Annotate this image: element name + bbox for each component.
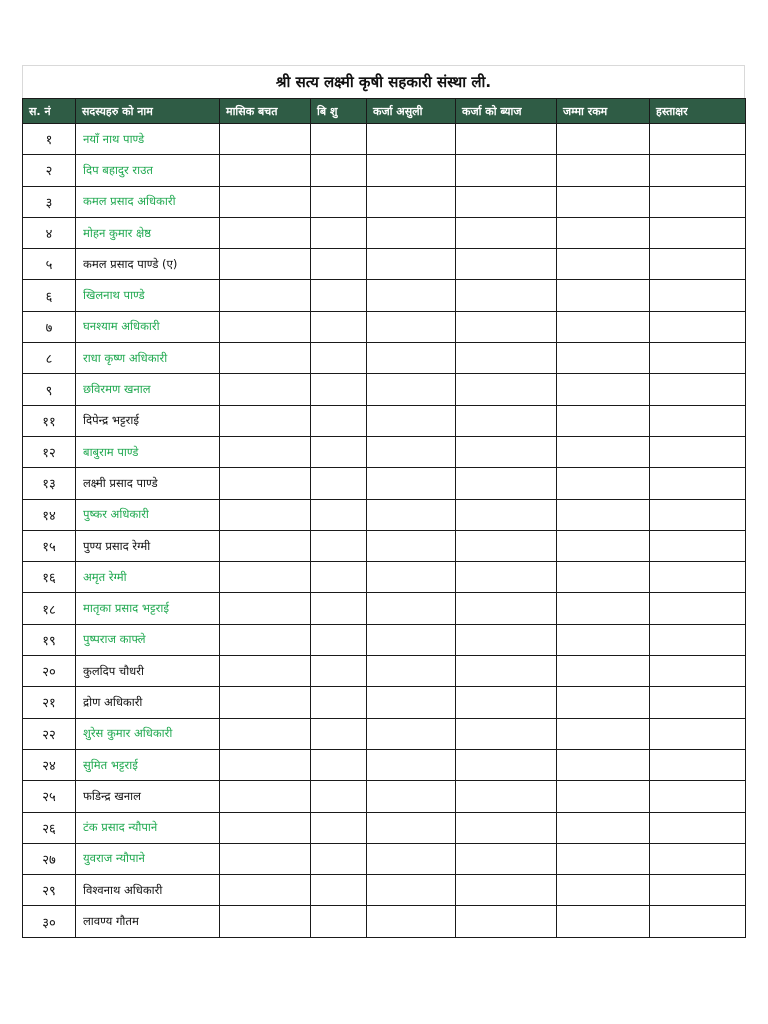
- monthly-saving-cell[interactable]: [220, 374, 311, 405]
- loan-interest-cell[interactable]: [456, 749, 557, 780]
- member-table: [22, 98, 746, 938]
- loan-interest-cell[interactable]: [456, 280, 557, 311]
- total-amount-cell[interactable]: [557, 781, 650, 812]
- loan-interest-cell[interactable]: [456, 343, 557, 374]
- member-name-cell: घनश्याम अधिकारी: [76, 311, 220, 342]
- loan-recovery-cell[interactable]: [367, 812, 456, 843]
- member-name-cell: राधा कृष्ण अधिकारी: [76, 343, 220, 374]
- table-row: [23, 812, 746, 843]
- table-row: [23, 280, 746, 311]
- signature-cell[interactable]: [650, 249, 746, 280]
- loan-recovery-cell[interactable]: [367, 468, 456, 499]
- monthly-saving-cell[interactable]: [220, 718, 311, 749]
- serial-number-cell: ११: [23, 405, 76, 436]
- table-row: [23, 499, 746, 530]
- total-amount-cell[interactable]: [557, 155, 650, 186]
- member-name-cell: द्रोण अधिकारी: [76, 687, 220, 718]
- loan-interest-cell[interactable]: [456, 405, 557, 436]
- serial-number-cell: २१: [23, 687, 76, 718]
- serial-number-cell: ८: [23, 343, 76, 374]
- bi-shu-cell[interactable]: [311, 343, 367, 374]
- table-row: [23, 687, 746, 718]
- total-amount-cell[interactable]: [557, 718, 650, 749]
- total-amount-cell[interactable]: [557, 217, 650, 248]
- table-row: [23, 562, 746, 593]
- serial-number-cell: १३: [23, 468, 76, 499]
- signature-cell[interactable]: [650, 562, 746, 593]
- bi-shu-cell[interactable]: [311, 436, 367, 467]
- signature-cell[interactable]: [650, 843, 746, 874]
- loan-recovery-cell[interactable]: [367, 217, 456, 248]
- table-row: [23, 217, 746, 248]
- loan-interest-cell[interactable]: [456, 468, 557, 499]
- total-amount-cell[interactable]: [557, 343, 650, 374]
- monthly-saving-cell[interactable]: [220, 562, 311, 593]
- member-name-cell: फडिन्द्र खनाल: [76, 781, 220, 812]
- table-row: [23, 781, 746, 812]
- loan-recovery-cell[interactable]: [367, 687, 456, 718]
- bi-shu-cell[interactable]: [311, 781, 367, 812]
- total-amount-cell[interactable]: [557, 562, 650, 593]
- loan-recovery-cell[interactable]: [367, 186, 456, 217]
- total-amount-cell[interactable]: [557, 656, 650, 687]
- bi-shu-cell[interactable]: [311, 155, 367, 186]
- monthly-saving-cell[interactable]: [220, 343, 311, 374]
- signature-cell[interactable]: [650, 405, 746, 436]
- signature-cell[interactable]: [650, 343, 746, 374]
- signature-cell[interactable]: [650, 155, 746, 186]
- signature-cell[interactable]: [650, 781, 746, 812]
- serial-number-cell: २६: [23, 812, 76, 843]
- total-amount-cell[interactable]: [557, 593, 650, 624]
- loan-recovery-cell[interactable]: [367, 436, 456, 467]
- serial-number-cell: ७: [23, 311, 76, 342]
- table-row: [23, 593, 746, 624]
- table-row: [23, 624, 746, 655]
- serial-number-cell: १: [23, 124, 76, 155]
- member-ledger-sheet: [22, 65, 745, 938]
- total-amount-cell[interactable]: [557, 405, 650, 436]
- loan-interest-cell[interactable]: [456, 217, 557, 248]
- loan-recovery-cell[interactable]: [367, 656, 456, 687]
- loan-recovery-cell[interactable]: [367, 718, 456, 749]
- signature-cell[interactable]: [650, 280, 746, 311]
- member-name-cell: पुष्कर अधिकारी: [76, 499, 220, 530]
- serial-number-cell: १४: [23, 499, 76, 530]
- table-row: [23, 843, 746, 874]
- bi-shu-cell[interactable]: [311, 124, 367, 155]
- member-name-cell: युवराज न्यौपाने: [76, 843, 220, 874]
- serial-number-cell: १५: [23, 530, 76, 561]
- signature-cell[interactable]: [650, 468, 746, 499]
- header-bi-shu: बि शु: [311, 99, 367, 124]
- header-loan-interest: कर्जा को ब्याज: [456, 99, 557, 124]
- monthly-saving-cell[interactable]: [220, 812, 311, 843]
- monthly-saving-cell[interactable]: [220, 875, 311, 906]
- member-name-cell: मोहन कुमार क्षेष्ठ: [76, 217, 220, 248]
- loan-interest-cell[interactable]: [456, 875, 557, 906]
- total-amount-cell[interactable]: [557, 374, 650, 405]
- table-row: [23, 124, 746, 155]
- loan-interest-cell[interactable]: [456, 155, 557, 186]
- total-amount-cell[interactable]: [557, 124, 650, 155]
- total-amount-cell[interactable]: [557, 875, 650, 906]
- bi-shu-cell[interactable]: [311, 186, 367, 217]
- bi-shu-cell[interactable]: [311, 217, 367, 248]
- member-name-cell: मातृका प्रसाद भट्टराई: [76, 593, 220, 624]
- monthly-saving-cell[interactable]: [220, 499, 311, 530]
- monthly-saving-cell[interactable]: [220, 843, 311, 874]
- total-amount-cell[interactable]: [557, 812, 650, 843]
- total-amount-cell[interactable]: [557, 468, 650, 499]
- bi-shu-cell[interactable]: [311, 311, 367, 342]
- signature-cell[interactable]: [650, 875, 746, 906]
- member-name-cell: कमल प्रसाद पाण्डे (ए): [76, 249, 220, 280]
- table-row: [23, 749, 746, 780]
- monthly-saving-cell[interactable]: [220, 186, 311, 217]
- total-amount-cell[interactable]: [557, 530, 650, 561]
- loan-interest-cell[interactable]: [456, 436, 557, 467]
- monthly-saving-cell[interactable]: [220, 249, 311, 280]
- loan-interest-cell[interactable]: [456, 656, 557, 687]
- table-row: [23, 155, 746, 186]
- signature-cell[interactable]: [650, 749, 746, 780]
- header-total-amount: जम्मा रकम: [557, 99, 650, 124]
- header-monthly-saving: मासिक बचत: [220, 99, 311, 124]
- loan-recovery-cell[interactable]: [367, 124, 456, 155]
- loan-recovery-cell[interactable]: [367, 249, 456, 280]
- bi-shu-cell[interactable]: [311, 374, 367, 405]
- monthly-saving-cell[interactable]: [220, 906, 311, 937]
- loan-recovery-cell[interactable]: [367, 280, 456, 311]
- serial-number-cell: २४: [23, 749, 76, 780]
- bi-shu-cell[interactable]: [311, 718, 367, 749]
- bi-shu-cell[interactable]: [311, 530, 367, 561]
- total-amount-cell[interactable]: [557, 436, 650, 467]
- loan-interest-cell[interactable]: [456, 687, 557, 718]
- total-amount-cell[interactable]: [557, 749, 650, 780]
- header-member-name: सदस्यहरु को नाम: [76, 99, 220, 124]
- loan-recovery-cell[interactable]: [367, 624, 456, 655]
- signature-cell[interactable]: [650, 593, 746, 624]
- table-row: [23, 656, 746, 687]
- header-loan-recovery: कर्जा असुली: [367, 99, 456, 124]
- bi-shu-cell[interactable]: [311, 843, 367, 874]
- signature-cell[interactable]: [650, 217, 746, 248]
- total-amount-cell[interactable]: [557, 249, 650, 280]
- bi-shu-cell[interactable]: [311, 656, 367, 687]
- total-amount-cell[interactable]: [557, 186, 650, 217]
- signature-cell[interactable]: [650, 718, 746, 749]
- signature-cell[interactable]: [650, 687, 746, 718]
- bi-shu-cell[interactable]: [311, 906, 367, 937]
- loan-interest-cell[interactable]: [456, 124, 557, 155]
- signature-cell[interactable]: [650, 906, 746, 937]
- member-name-cell: छविरमण खनाल: [76, 374, 220, 405]
- table-row: [23, 436, 746, 467]
- serial-number-cell: २२: [23, 718, 76, 749]
- serial-number-cell: १९: [23, 624, 76, 655]
- loan-recovery-cell[interactable]: [367, 843, 456, 874]
- serial-number-cell: २९: [23, 875, 76, 906]
- member-name-cell: नयाँ नाथ पाण्डे: [76, 124, 220, 155]
- signature-cell[interactable]: [650, 624, 746, 655]
- monthly-saving-cell[interactable]: [220, 405, 311, 436]
- bi-shu-cell[interactable]: [311, 812, 367, 843]
- loan-recovery-cell[interactable]: [367, 875, 456, 906]
- total-amount-cell[interactable]: [557, 624, 650, 655]
- loan-interest-cell[interactable]: [456, 906, 557, 937]
- member-name-cell: पुष्पराज काफ्ले: [76, 624, 220, 655]
- monthly-saving-cell[interactable]: [220, 530, 311, 561]
- loan-interest-cell[interactable]: [456, 781, 557, 812]
- total-amount-cell[interactable]: [557, 906, 650, 937]
- bi-shu-cell[interactable]: [311, 749, 367, 780]
- serial-number-cell: ३: [23, 186, 76, 217]
- bi-shu-cell[interactable]: [311, 562, 367, 593]
- monthly-saving-cell[interactable]: [220, 749, 311, 780]
- monthly-saving-cell[interactable]: [220, 593, 311, 624]
- member-name-cell: लावण्य गौतम: [76, 906, 220, 937]
- table-row: [23, 906, 746, 937]
- signature-cell[interactable]: [650, 311, 746, 342]
- bi-shu-cell[interactable]: [311, 593, 367, 624]
- loan-interest-cell[interactable]: [456, 249, 557, 280]
- loan-interest-cell[interactable]: [456, 593, 557, 624]
- signature-cell[interactable]: [650, 530, 746, 561]
- signature-cell[interactable]: [650, 812, 746, 843]
- table-row: [23, 343, 746, 374]
- member-name-cell: अमृत रेग्मी: [76, 562, 220, 593]
- member-name-cell: कुलदिप चौधरी: [76, 656, 220, 687]
- signature-cell[interactable]: [650, 374, 746, 405]
- header-signature: हस्ताक्षर: [650, 99, 746, 124]
- serial-number-cell: २७: [23, 843, 76, 874]
- bi-shu-cell[interactable]: [311, 499, 367, 530]
- serial-number-cell: २०: [23, 656, 76, 687]
- loan-recovery-cell[interactable]: [367, 155, 456, 186]
- signature-cell[interactable]: [650, 186, 746, 217]
- table-row: [23, 530, 746, 561]
- monthly-saving-cell[interactable]: [220, 624, 311, 655]
- bi-shu-cell[interactable]: [311, 468, 367, 499]
- loan-recovery-cell[interactable]: [367, 562, 456, 593]
- member-name-cell: दिपेन्द्र भट्टराई: [76, 405, 220, 436]
- member-name-cell: पुण्य प्रसाद रेग्मी: [76, 530, 220, 561]
- member-name-cell: बाबुराम पाण्डे: [76, 436, 220, 467]
- bi-shu-cell[interactable]: [311, 405, 367, 436]
- loan-interest-cell[interactable]: [456, 311, 557, 342]
- monthly-saving-cell[interactable]: [220, 468, 311, 499]
- table-row: [23, 405, 746, 436]
- table-row: [23, 468, 746, 499]
- loan-interest-cell[interactable]: [456, 624, 557, 655]
- signature-cell[interactable]: [650, 499, 746, 530]
- serial-number-cell: ६: [23, 280, 76, 311]
- signature-cell[interactable]: [650, 436, 746, 467]
- table-row: [23, 374, 746, 405]
- member-name-cell: कमल प्रसाद अधिकारी: [76, 186, 220, 217]
- loan-recovery-cell[interactable]: [367, 593, 456, 624]
- total-amount-cell[interactable]: [557, 311, 650, 342]
- serial-number-cell: ५: [23, 249, 76, 280]
- monthly-saving-cell[interactable]: [220, 280, 311, 311]
- sheet-title: श्री सत्य लक्ष्मी कृषी सहकारी संस्था ली.: [22, 65, 745, 98]
- loan-interest-cell[interactable]: [456, 530, 557, 561]
- serial-number-cell: ४: [23, 217, 76, 248]
- loan-interest-cell[interactable]: [456, 812, 557, 843]
- table-row: [23, 311, 746, 342]
- member-name-cell: विश्वनाथ अधिकारी: [76, 875, 220, 906]
- serial-number-cell: २५: [23, 781, 76, 812]
- member-name-cell: खिलनाथ पाण्डे: [76, 280, 220, 311]
- table-row: [23, 718, 746, 749]
- member-name-cell: टंक प्रसाद न्यौपाने: [76, 812, 220, 843]
- loan-recovery-cell[interactable]: [367, 749, 456, 780]
- monthly-saving-cell[interactable]: [220, 781, 311, 812]
- total-amount-cell[interactable]: [557, 843, 650, 874]
- signature-cell[interactable]: [650, 124, 746, 155]
- serial-number-cell: १६: [23, 562, 76, 593]
- loan-recovery-cell[interactable]: [367, 311, 456, 342]
- table-row: [23, 875, 746, 906]
- loan-recovery-cell[interactable]: [367, 906, 456, 937]
- loan-interest-cell[interactable]: [456, 562, 557, 593]
- serial-number-cell: १२: [23, 436, 76, 467]
- serial-number-cell: २: [23, 155, 76, 186]
- total-amount-cell[interactable]: [557, 499, 650, 530]
- loan-recovery-cell[interactable]: [367, 781, 456, 812]
- bi-shu-cell[interactable]: [311, 624, 367, 655]
- total-amount-cell[interactable]: [557, 280, 650, 311]
- loan-interest-cell[interactable]: [456, 718, 557, 749]
- serial-number-cell: ९: [23, 374, 76, 405]
- table-row: [23, 249, 746, 280]
- monthly-saving-cell[interactable]: [220, 436, 311, 467]
- signature-cell[interactable]: [650, 656, 746, 687]
- loan-recovery-cell[interactable]: [367, 374, 456, 405]
- monthly-saving-cell[interactable]: [220, 656, 311, 687]
- total-amount-cell[interactable]: [557, 687, 650, 718]
- bi-shu-cell[interactable]: [311, 875, 367, 906]
- monthly-saving-cell[interactable]: [220, 311, 311, 342]
- loan-recovery-cell[interactable]: [367, 343, 456, 374]
- monthly-saving-cell[interactable]: [220, 155, 311, 186]
- member-name-cell: शुरेस कुमार अधिकारी: [76, 718, 220, 749]
- bi-shu-cell[interactable]: [311, 280, 367, 311]
- bi-shu-cell[interactable]: [311, 249, 367, 280]
- table-row: [23, 186, 746, 217]
- loan-interest-cell[interactable]: [456, 374, 557, 405]
- loan-interest-cell[interactable]: [456, 843, 557, 874]
- monthly-saving-cell[interactable]: [220, 124, 311, 155]
- header-row: [23, 99, 746, 124]
- loan-recovery-cell[interactable]: [367, 405, 456, 436]
- member-name-cell: लक्ष्मी प्रसाद पाण्डे: [76, 468, 220, 499]
- serial-number-cell: ३०: [23, 906, 76, 937]
- loan-recovery-cell[interactable]: [367, 499, 456, 530]
- bi-shu-cell[interactable]: [311, 687, 367, 718]
- member-name-cell: सुमित भट्टराई: [76, 749, 220, 780]
- monthly-saving-cell[interactable]: [220, 217, 311, 248]
- member-name-cell: दिप बहादुर राउत: [76, 155, 220, 186]
- loan-interest-cell[interactable]: [456, 186, 557, 217]
- monthly-saving-cell[interactable]: [220, 687, 311, 718]
- loan-interest-cell[interactable]: [456, 499, 557, 530]
- loan-recovery-cell[interactable]: [367, 530, 456, 561]
- header-serial-number: स. नं: [23, 99, 76, 124]
- serial-number-cell: १८: [23, 593, 76, 624]
